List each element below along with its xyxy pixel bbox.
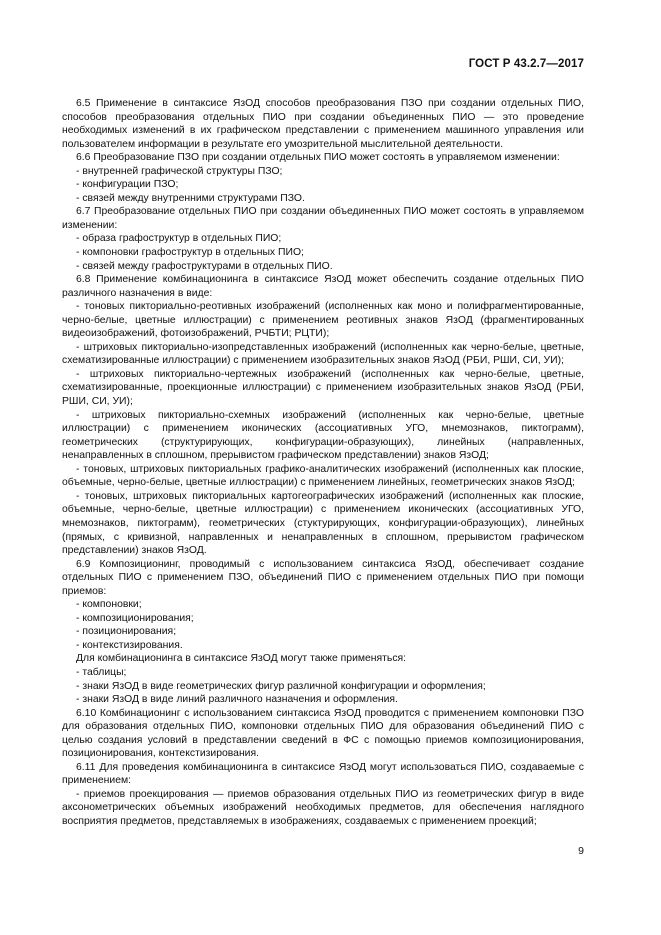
list-item: - приемов проекцирования — приемов образования отдельных ПИО из геометрических фигур в виде аксонометрических объемных изображений необходимых предметов, для обеспечения наглядного восприятия предметов, представляемых в изображениях, создаваемых с применением проекций; <box>62 788 584 827</box>
list-item: - штриховых пикториально-чертежных изображений (исполненных как черно-белые, цветные, схематизированные, проекционные иллюстрации) с применением изобразительных знаков ЯзОД (РБИ, РШИ, СИ, УИ); <box>62 368 584 408</box>
list-item: - таблицы; <box>76 666 127 678</box>
list-item: - образа графоструктур в отдельных ПИО; <box>76 233 282 245</box>
paragraph-combinationing: Для комбинационинга в синтаксисе ЯзОД могут также применяться: <box>76 653 407 665</box>
list-item: - компоновки графоструктур в отдельных ПИО; <box>76 247 304 259</box>
list-item: - знаки ЯзОД в виде геометрических фигур различной конфигурации и оформления; <box>76 680 486 692</box>
list-item: - штриховых пикториально-изопредставленных изображений (исполненных как черно-белые, цветные, схематизированные иллюстрации) с применением изобразительных знаков ЯзОД (РБИ, РШИ, СИ, УИ); <box>62 341 584 367</box>
paragraph-6-10: 6.10 Комбинационинг с использованием синтаксиса ЯзОД проводится с применением компоновки ПЗО для образования отдельных ПИО, компоновки отдельных ПИО для образования объединений ПИО с целью создания условий в представлении сведений в ФС с помощью приемов композиционирования, позиционирования, контекстизирования. <box>62 707 584 760</box>
paragraph-6-9: 6.9 Композиционинг, проводимый с использованием синтаксиса ЯзОД, обеспечивает создание отдельных ПИО с применением ПЗО, объединений ПИО с применением отдельных ПИО при помощи приемов: <box>62 558 584 597</box>
list-item: - тоновых, штриховых пикториальных картогеографических изображений (исполненных как плоские, объемные, черно-белые, цветные иллюстрации) с применением иконических (ассоциативных УГО, мнемознаков, пиктограмм), геометрических (стуктурирующих, конфигурации-образующих), линейных (прямых, с кривизной, направленных и ненаправленных в сплошном, прерывистом графическом представлении) знаков ЯзОД. <box>62 490 584 557</box>
paragraph-6-8: 6.8 Применение комбинационинга в синтаксисе ЯзОД может обеспечить создание отдельных ПИО различного назначения в виде: <box>62 274 584 299</box>
list-item: - композиционирования; <box>76 612 194 624</box>
paragraph-6-5: 6.5 Применение в синтаксисе ЯзОД способов преобразования ПЗО при создании отдельных ПИО, способов преобразования отдельных ПИО при создании объединенных ПИО — это проведение необходимых изменений в их графическом представлении с применением машинного управления или пользователем информации в результате его умозрительной мыслительной деятельности. <box>62 98 584 150</box>
list-item: - тоновых, штриховых пикториальных графико-аналитических изображений (исполненных как плоские, объемные, черно-белые, цветные иллюстрации) с применением линейных, геометрических знаков ЯзОД; <box>62 463 584 489</box>
list-item: - конфигурации ПЗО; <box>76 179 179 191</box>
page-number: 9 <box>578 845 584 857</box>
list-item: - штриховых пикториально-схемных изображений (исполненных как черно-белые, цветные иллюстрации) с применением иконических (ассоциативных УГО, мнемознаков, пиктограмм), геометрических (структурирующих, конфигурации-образующих), линейных (направленных, ненаправленных в сплошном, прерывистом графическом представлении) знаков ЯзОД; <box>62 409 584 462</box>
paragraph-6-7: 6.7 Преобразование отдельных ПИО при создании объединенных ПИО может состоять в управляемом изменении: <box>62 206 584 231</box>
list-item: - контекстизирования. <box>76 639 183 651</box>
standard-header: ГОСТ Р 43.2.7—2017 <box>468 58 584 70</box>
list-item: - внутренней графической структуры ПЗО; <box>76 165 283 177</box>
list-item: - знаки ЯзОД в виде линий различного назначения и оформления. <box>76 694 398 706</box>
body-text <box>62 97 584 829</box>
list-item: - тоновых пикториально-реотивных изображений (исполненных как моно и полифрагментированные, черно-белые, цветные иллюстрации) с применением реотивных знаков ЯзОД (фрагментированных видеоизображений, фотоизображений, РЧБТИ; РЦТИ); <box>62 301 584 340</box>
list-item: - связей между внутренними структурами ПЗО. <box>76 192 305 204</box>
paragraph-6-6: 6.6 Преобразование ПЗО при создании отдельных ПИО может состоять в управляемом изменении: <box>76 152 560 164</box>
list-item: - позиционирования; <box>76 626 177 638</box>
list-item: - компоновки; <box>76 599 142 611</box>
list-item: - связей между графоструктурами в отдельных ПИО. <box>76 260 333 272</box>
paragraph-6-11: 6.11 Для проведения комбинационинга в синтаксисе ЯзОД могут использоваться ПИО, создаваемые с применением: <box>62 761 584 787</box>
